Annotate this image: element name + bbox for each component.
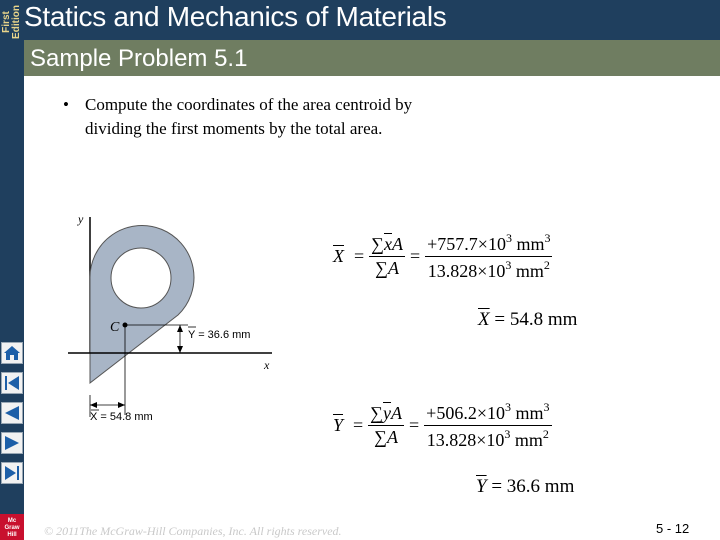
subtitle-bar bbox=[24, 40, 720, 76]
edition-label: First Edition bbox=[1, 5, 22, 39]
home-button[interactable] bbox=[1, 342, 23, 364]
previous-slide-icon bbox=[2, 403, 22, 423]
next-slide-icon bbox=[2, 433, 22, 453]
bullet-point bbox=[64, 93, 434, 141]
copyright-notice: © 2011The McGraw-Hill Companies, Inc. All rights reserved. bbox=[44, 524, 342, 538]
xbar-fraction-values: $\frac{+757.7\times 10^3 mm^3}{13.828\times 10^3 mm^2}$ bbox=[427, 231, 551, 281]
xbar-dimension-label: X = 54.8 mm bbox=[90, 411, 153, 423]
circular-hole bbox=[111, 248, 171, 308]
xbar-equation: $\overline{X}$ = $\frac{\sum\overline{x}A}{\sum A}$ = $\frac{+757.7\times 10^3 mm^3}{13.828\times 10^3 mm^2}$ bbox=[333, 231, 551, 281]
first-slide-button[interactable] bbox=[1, 372, 23, 394]
page-number: 5 - 12 bbox=[656, 521, 690, 536]
slide-title: Sample Problem 5.1 bbox=[30, 45, 248, 72]
ybar-equation: $\overline{Y}$ = $\frac{\sum\overline{y}A}{\sum A}$ = $\frac{+506.2\times 10^3 mm^3}{13.828\times 10^3 mm^2}$ bbox=[333, 400, 550, 450]
title-bar bbox=[24, 0, 720, 40]
ybar-result: $\overline{Y} = 36.6$ mm bbox=[476, 476, 575, 497]
bullet-marker: • bbox=[63, 95, 69, 114]
xbar-result: $\overline{X} = 54.8$ mm bbox=[478, 309, 578, 330]
next-slide-button[interactable] bbox=[1, 432, 23, 454]
y-axis-label: y bbox=[78, 212, 84, 226]
first-slide-icon bbox=[2, 373, 22, 393]
home-icon bbox=[2, 343, 22, 363]
bullet-text: Compute the coordinates of the area centroid by dividing the first moments by the total area. bbox=[85, 95, 413, 138]
svg-text:Mc: Mc bbox=[7, 518, 17, 524]
last-slide-icon bbox=[2, 463, 22, 483]
centroid-figure bbox=[68, 205, 288, 435]
ybar-dimension-label: Y = 36.6 mm bbox=[188, 329, 251, 341]
ybar-symbol: $\overline{Y}$ bbox=[333, 415, 344, 435]
svg-text:Graw: Graw bbox=[4, 525, 20, 531]
svg-text:Hill: Hill bbox=[7, 532, 17, 538]
slide-deck-title: Statics and Mechanics of Materials bbox=[24, 1, 447, 32]
navigation-rail bbox=[0, 0, 24, 540]
last-slide-button[interactable] bbox=[1, 462, 23, 484]
previous-slide-button[interactable] bbox=[1, 402, 23, 424]
mcgraw-hill-logo bbox=[0, 514, 24, 540]
xbar-symbol: $\overline{X}$ bbox=[333, 246, 344, 266]
centroid-label: C bbox=[110, 320, 120, 335]
x-axis-label: x bbox=[264, 358, 270, 372]
ybar-fraction-values: $\frac{+506.2\times 10^3 mm^3}{13.828\times 10^3 mm^2}$ bbox=[426, 400, 550, 450]
